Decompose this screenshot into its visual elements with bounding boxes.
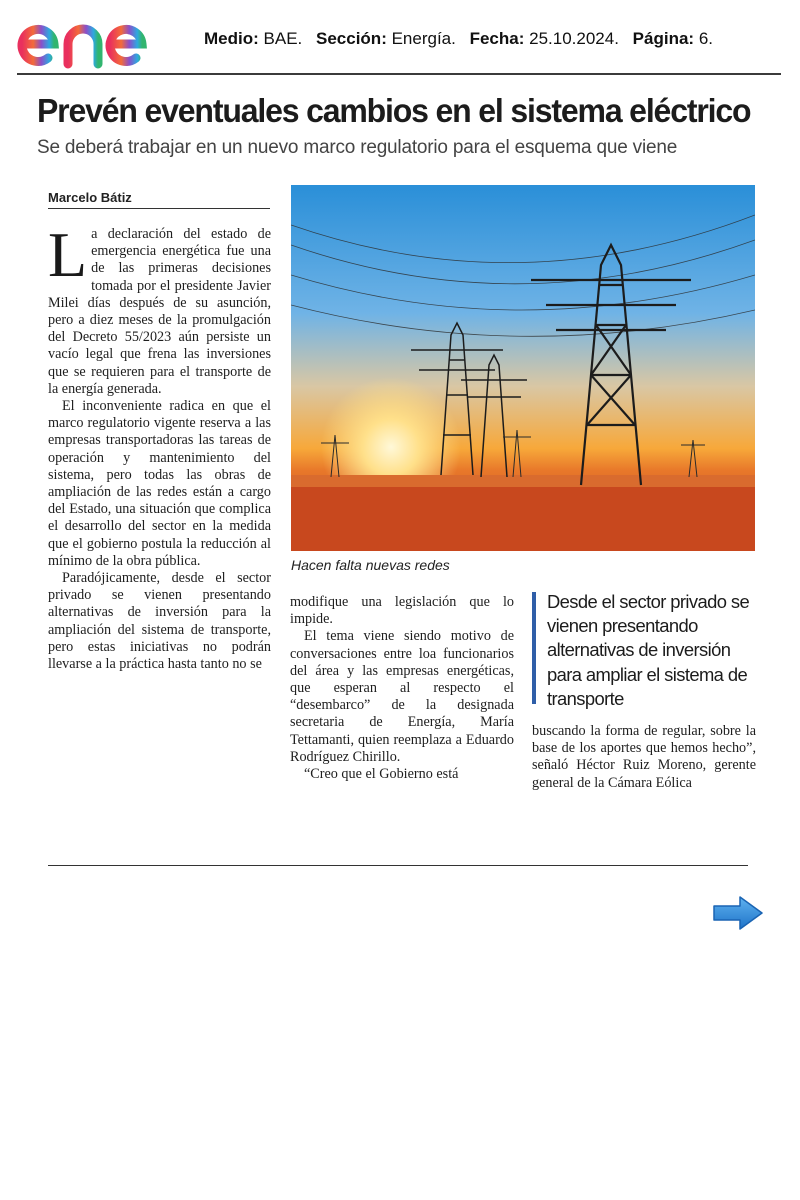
article-column-3: [532, 723, 756, 792]
meta-value-fecha: 25.10.2024.: [529, 29, 619, 48]
pull-quote: [532, 590, 758, 709]
meta-value-pagina: 6.: [698, 29, 713, 48]
paragraph: modifique una legislación que lo impide.: [290, 594, 514, 628]
meta-value-seccion: Energía.: [391, 29, 456, 48]
meta-label-seccion: Sección:: [316, 29, 387, 48]
paragraph: [48, 219, 271, 398]
paragraph: Paradójicamente, desde el sector privado se vienen presentando alternativas de inversión para la ampliación del sistema de transporte, pero estas iniciativas no podrán llevarse a la práctica hasta tanto no se: [48, 570, 271, 673]
paragraph: buscando la forma de regular, sobre la base de los aportes que hemos hecho”, señaló Héctor Ruiz Moreno, gerente general de la Cámara Eólica: [532, 723, 756, 791]
article-headline: Prevén eventuales cambios en el sistema eléctrico: [37, 92, 751, 129]
pull-quote-text: Desde el sector privado se vienen presentando alternativas de inversión para ampliar el sistema de transporte: [547, 591, 750, 709]
meta-label-pagina: Página:: [632, 29, 695, 48]
article-byline: Marcelo Bátiz: [48, 190, 132, 205]
pull-quote-bar: [532, 592, 536, 704]
header-divider: [17, 73, 781, 75]
meta-label-medio: Medio:: [204, 29, 259, 48]
page-header: [0, 0, 800, 78]
byline-divider: [48, 208, 270, 209]
article-column-1: [48, 219, 271, 673]
right-arrow-icon[interactable]: [712, 895, 764, 931]
publication-meta: [204, 29, 722, 49]
paragraph-text: a declaración del estado de emergencia energética fue una de las primeras decisiones tomada por el presidente Javier Milei días después de su asunción, pero a diez meses de la promulgación del Decreto 55/2023 aún persiste un vacío legal que frena las inversiones que se requieren para el transporte de la energía generada.: [48, 226, 271, 397]
article-column-2: [290, 594, 514, 783]
drop-cap: L: [48, 219, 88, 290]
article-subhead: Se deberá trabajar en un nuevo marco regulatorio para el esquema que viene: [37, 137, 678, 158]
power-lines-photo: [291, 185, 755, 551]
meta-label-fecha: Fecha:: [469, 29, 525, 48]
footer-divider: [48, 865, 748, 866]
paragraph: “Creo que el Gobierno está: [304, 766, 459, 783]
photo-caption: Hacen falta nuevas redes: [291, 557, 450, 573]
meta-value-medio: BAE.: [263, 29, 303, 48]
enel-logo: [14, 6, 184, 74]
paragraph: El inconveniente radica en que el marco regulatorio vigente reserva a las empresas transportadoras las tareas de operación y mantenimiento del sistema, pero todas las obras de ampliación de las redes están a cargo del Estado, una situación que complica el desarrollo del sector en la medida que el gobierno postula la reducción al mínimo de la obra pública.: [48, 398, 271, 569]
paragraph: El tema viene siendo motivo de conversaciones entre loa funcionarios del área y las empresas energéticas, que esperan al respecto el “desembarco” de la designada secretaria de Energía, María Tettamanti, quien reemplaza a Eduardo Rodríguez Chirillo.: [290, 628, 514, 765]
